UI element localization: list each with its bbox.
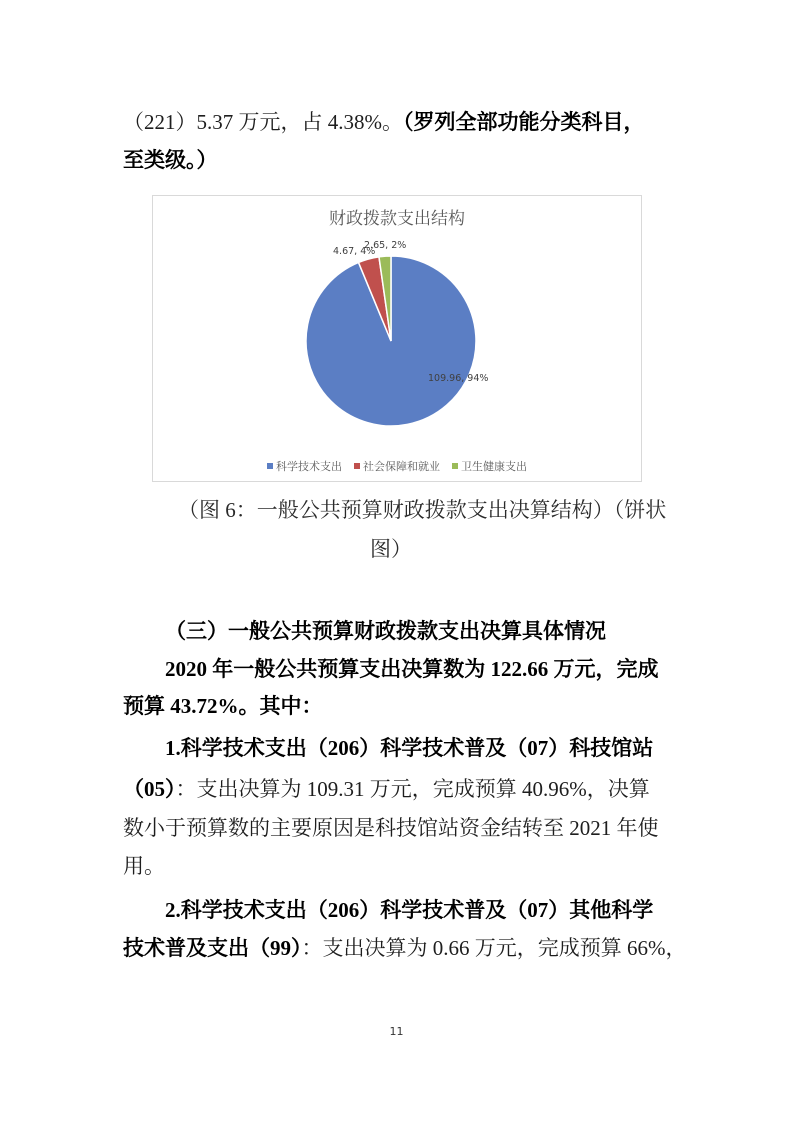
data-label-social-security: 4.67, 4%: [333, 246, 376, 257]
item2-line-2: [123, 934, 687, 962]
item1-detail: ：支出决算为 109.31 万元，完成预算 40.96%，决算: [175, 777, 650, 801]
pie-chart: [152, 195, 642, 482]
pie-slices: [306, 256, 476, 426]
item1-line-3: 数小于预算数的主要原因是科技馆站资金结转至 2021 年使: [123, 816, 659, 840]
legend-label-health: 卫生健康支出: [461, 460, 527, 473]
legend-label-science: 科学技术支出: [276, 460, 342, 473]
legend-swatch-social-security: [354, 463, 360, 469]
legend-swatch-health: [452, 463, 458, 469]
pie-chart-canvas: [153, 196, 641, 481]
item2-line-1: 2.科学技术支出（206）科学技术普及（07）其他科学: [165, 898, 654, 922]
intro-note-text: （罗列全部功能分类科目，: [403, 110, 645, 134]
page-number: 11: [389, 1025, 404, 1038]
legend-swatch-science: [267, 463, 273, 469]
legend-item-social-security: [354, 458, 440, 474]
intro-amount-text: （221）5.37 万元，占 4.38%。: [123, 110, 403, 134]
item2-code: 技术普及支出（99）: [123, 936, 302, 960]
chart-title: 财政拨款支出结构: [329, 209, 465, 229]
item2-detail: ：支出决算为 0.66 万元，完成预算 66%，: [301, 936, 687, 960]
chart-legend: [153, 458, 641, 474]
item1-line-1: 1.科学技术支出（206）科学技术普及（07）科技馆站: [165, 736, 654, 760]
summary-line-2: 预算 43.72%。其中：: [123, 694, 323, 718]
data-label-health: 2.65, 2%: [364, 240, 407, 251]
summary-line-1: 2020 年一般公共预算支出决算数为 122.66 万元，完成: [165, 657, 659, 681]
data-label-science: 109.96, 94%: [428, 373, 489, 384]
figure-caption-line-1: （图 6：一般公共预算财政拨款支出决算结构）（饼状: [178, 498, 667, 522]
section-heading: （三）一般公共预算财政拨款支出决算具体情况: [165, 619, 606, 643]
legend-item-health: [452, 458, 527, 474]
item1-line-2: [123, 775, 650, 803]
legend-label-social-security: 社会保障和就业: [363, 460, 440, 473]
item1-line-4: 用。: [123, 854, 165, 878]
figure-caption-line-2: 图）: [370, 537, 412, 561]
intro-line-2: 至类级。）: [123, 148, 218, 172]
legend-item-science: [267, 458, 342, 474]
item1-code: （05）: [123, 777, 176, 801]
intro-line-1: [123, 108, 645, 136]
